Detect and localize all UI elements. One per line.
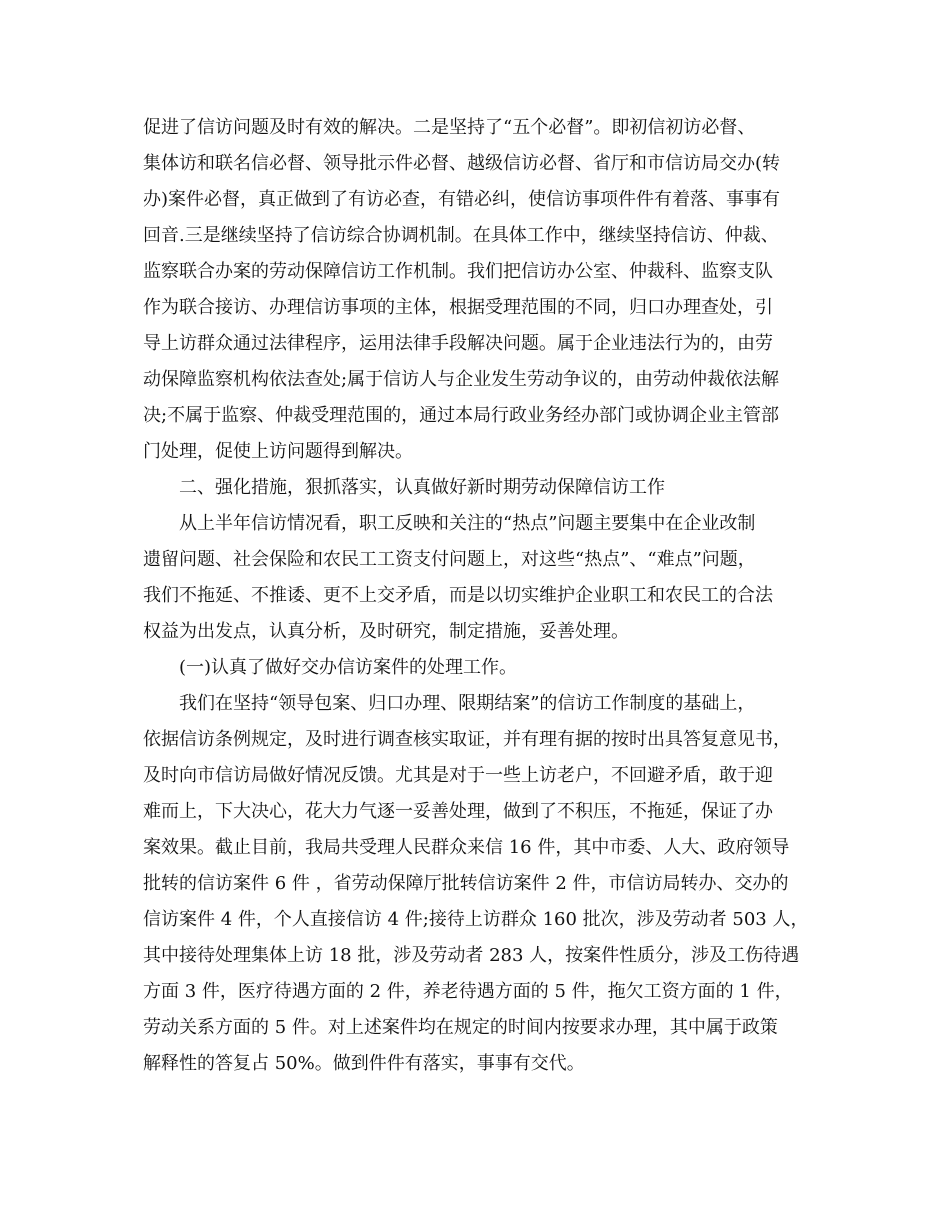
body-line: 我们不拖延、不推诿、更不上交矛盾，而是以切实维护企业职工和农民工的合法 (143, 585, 773, 606)
body-line: 方面 3 件，医疗待遇方面的 2 件，养老待遇方面的 5 件，拖欠工资方面的 1 件， (143, 981, 793, 1002)
body-line: 回音.三是继续坚持了信访综合协调机制。在具体工作中，继续坚持信访、仲裁、 (143, 225, 779, 246)
body-line: 权益为出发点，认真分析，及时研究，制定措施，妥善处理。 (143, 621, 629, 642)
section-heading: 二、强化措施，狠抓落实，认真做好新时期劳动保障信访工作 (179, 477, 665, 498)
body-line: 监察联合办案的劳动保障信访工作机制。我们把信访办公室、仲裁科、监察支队 (143, 261, 773, 282)
body-line: 其中接待处理集体上访 18 批，涉及劳动者 283 人，按案件性质分，涉及工伤待遇 (143, 945, 800, 966)
body-line: 难而上，下大决心，花大力气逐一妥善处理，做到了不积压，不拖延，保证了办 (143, 801, 773, 822)
body-line: 作为联合接访、办理信访事项的主体，根据受理范围的不同，归口办理查处，引 (143, 297, 773, 318)
body-line: 批转的信访案件 6 件 ，省劳动保障厅批转信访案件 2 件，市信访局转办、交办的 (143, 873, 789, 894)
body-line: 促进了信访问题及时有效的解决。二是坚持了“五个必督”。即初信初访必督、 (143, 117, 756, 138)
body-line: 案效果。截止目前，我局共受理人民群众来信 16 件，其中市委、人大、政府领导 (143, 837, 790, 858)
body-line: 动保障监察机构依法查处;属于信访人与企业发生劳动争议的，由劳动仲裁依法解 (143, 369, 780, 390)
body-line: 劳动关系方面的 5 件。对上述案件均在规定的时间内按要求办理，其中属于政策 (143, 1017, 778, 1038)
body-line: 及时向市信访局做好情况反馈。尤其是对于一些上访老户，不回避矛盾，敢于迎 (143, 765, 773, 786)
body-line: 导上访群众通过法律程序，运用法律手段解决问题。属于企业违法行为的，由劳 (143, 333, 773, 354)
body-line: 决;不属于监察、仲裁受理范围的，通过本局行政业务经办部门或协调企业主管部 (143, 405, 780, 426)
body-line: 信访案件 4 件，个人直接信访 4 件;接待上访群众 160 批次，涉及劳动者 503 人， (143, 909, 809, 930)
body-line: 办)案件必督，真正做到了有访必查，有错必纠，使信访事项件件有着落、事事有 (143, 189, 781, 210)
body-line: 集体访和联名信必督、领导批示件必督、越级信访必督、省厅和市信访局交办(转 (143, 153, 781, 174)
body-line: 从上半年信访情况看，职工反映和关注的“热点”问题主要集中在企业改制 (179, 513, 756, 534)
body-line: 解释性的答复占 50%。做到件件有落实，事事有交代。 (143, 1053, 585, 1074)
subsection-heading: (一)认真了做好交办信访案件的处理工作。 (179, 657, 518, 678)
body-line: 依据信访条例规定，及时进行调查核实取证，并有理有据的按时出具答复意见书， (143, 729, 791, 750)
body-line: 遗留问题、社会保险和农民工工资支付问题上，对这些“热点”、“难点”问题， (143, 549, 756, 570)
body-line: 我们在坚持“领导包案、归口办理、限期结案”的信访工作制度的基础上， (179, 693, 756, 714)
body-line: 门处理，促使上访问题得到解决。 (143, 441, 413, 462)
